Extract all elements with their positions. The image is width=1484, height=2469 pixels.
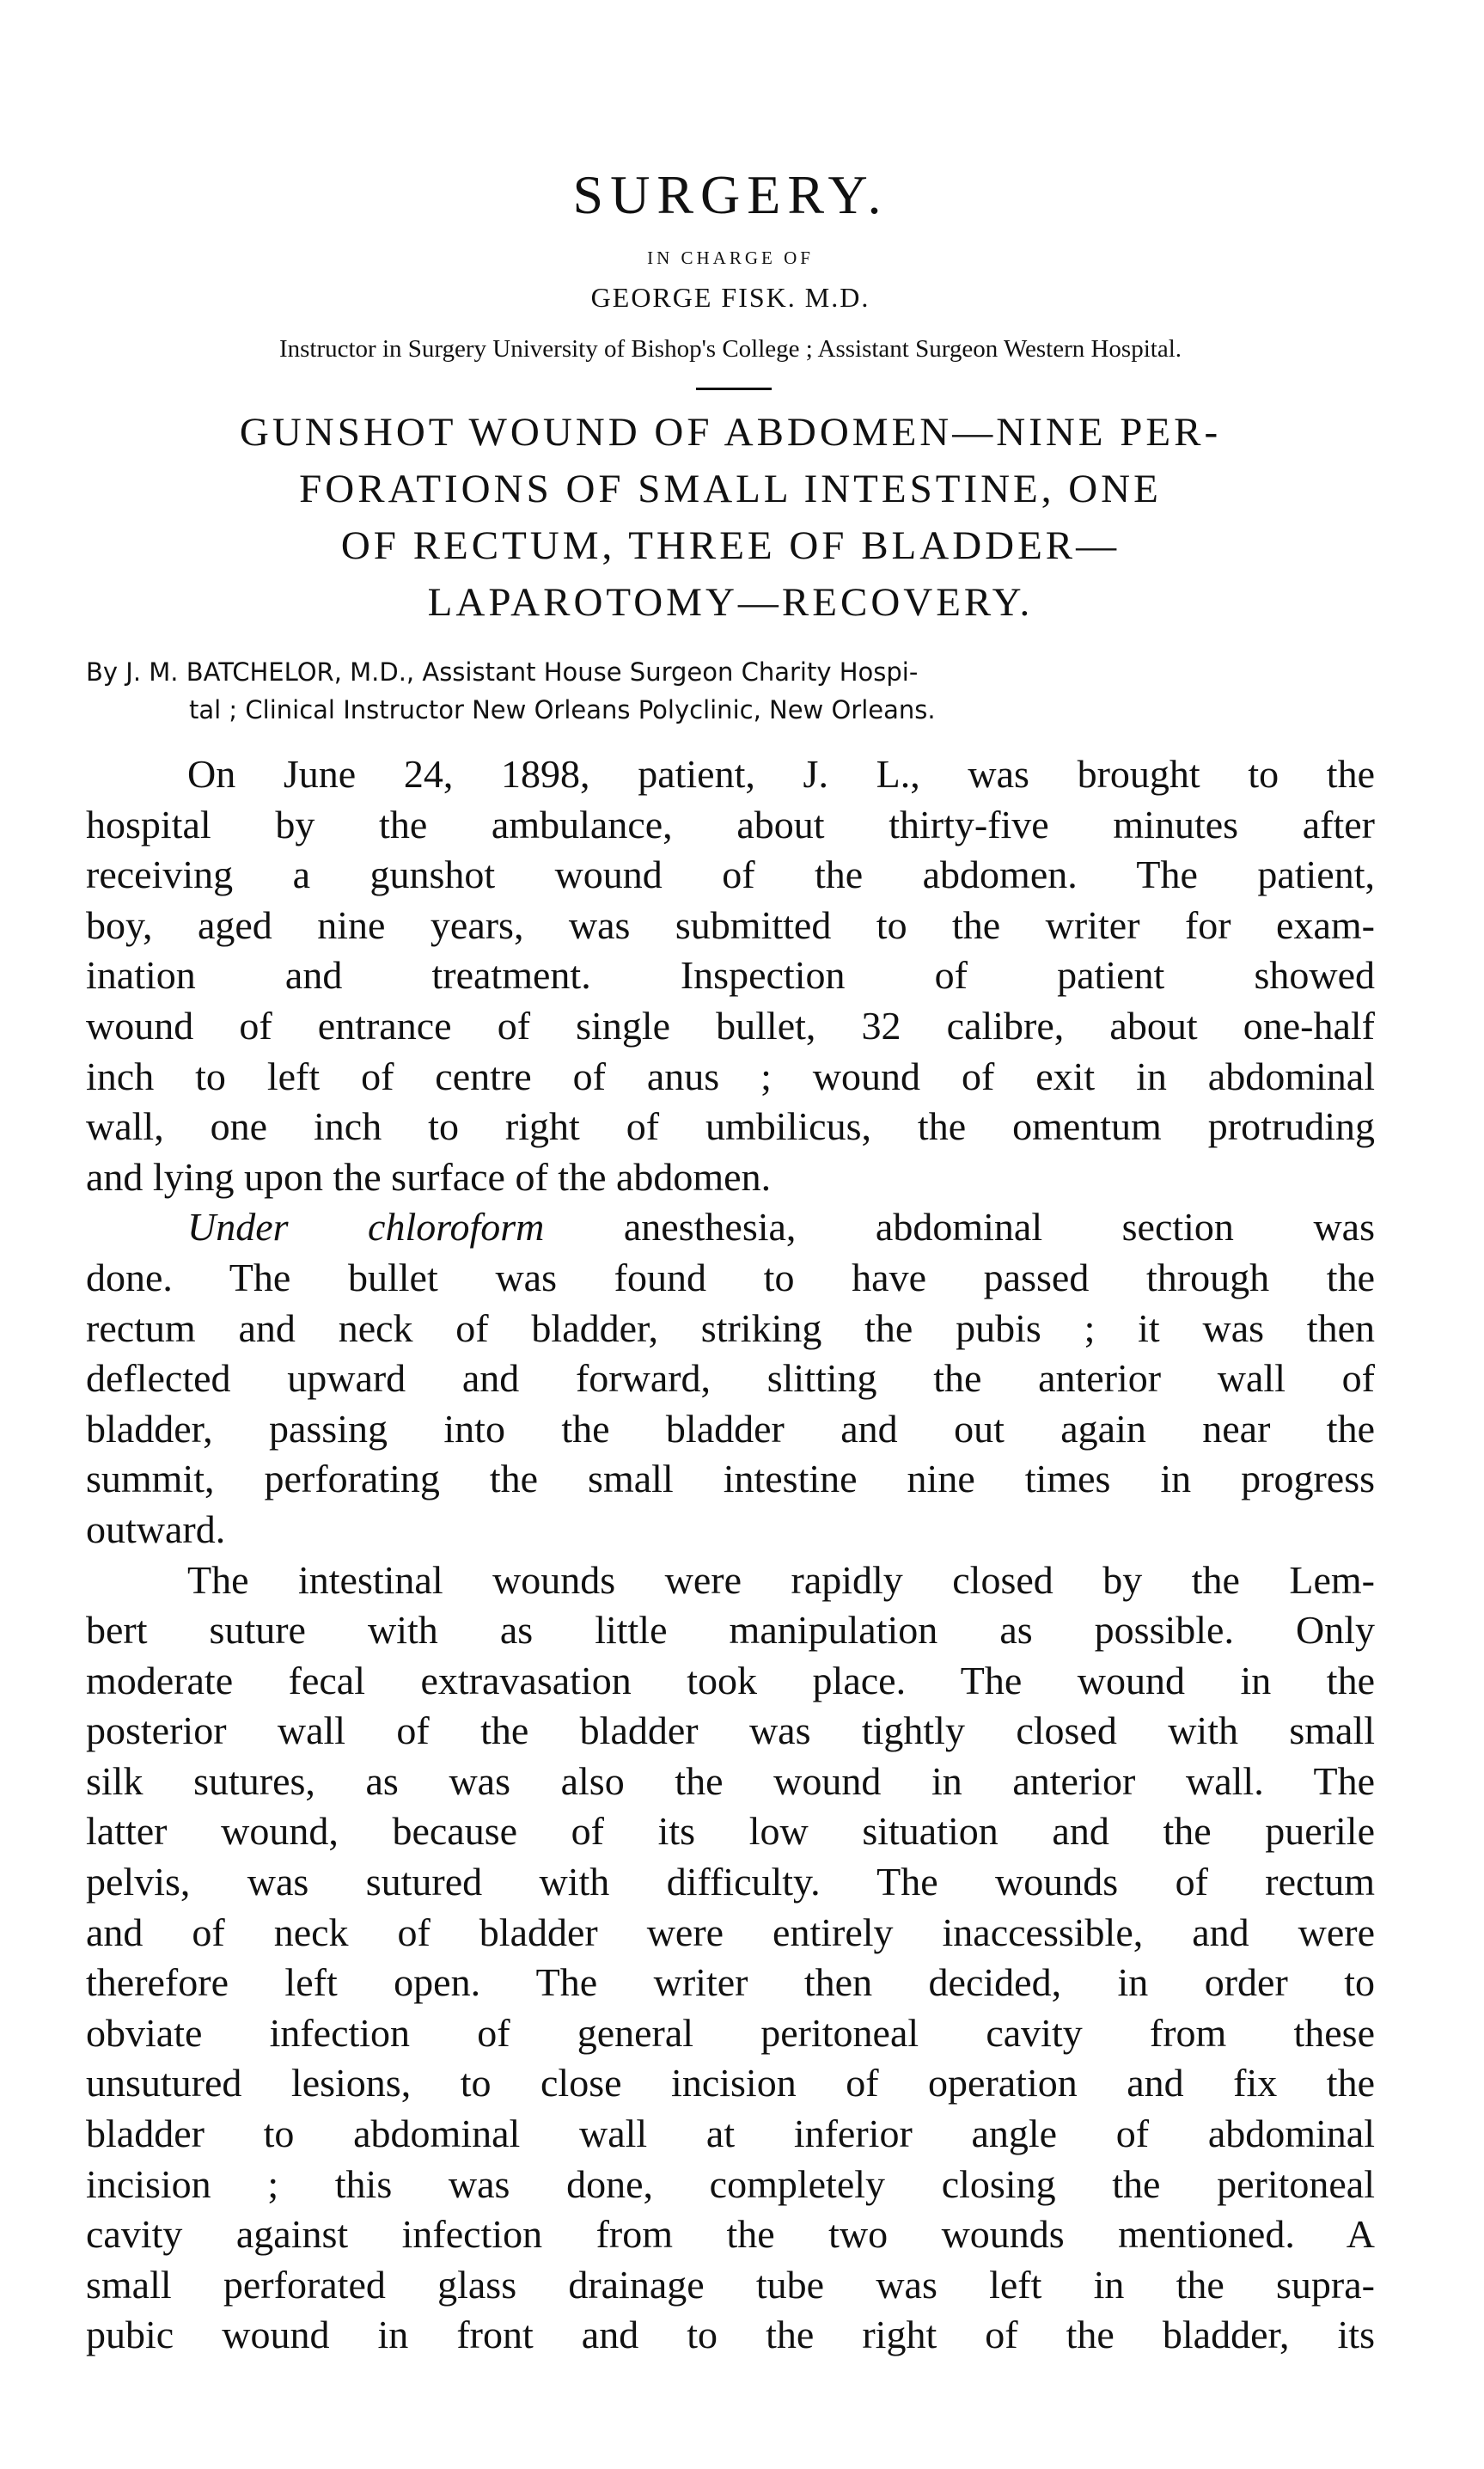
section-editor: GEORGE FISK. M.D. <box>590 282 870 313</box>
body-line: pelvis, was sutured with difficulty. The wounds of rectum <box>86 1860 1375 1904</box>
article-title-line: GUNSHOT WOUND OF ABDOMEN—NINE PER- <box>239 410 1222 455</box>
body-line: posterior wall of the bladder was tightly closed with small <box>86 1708 1375 1753</box>
body-line: hospital by the ambulance, about thirty-five minutes after <box>86 802 1375 846</box>
body-line: bert suture with as little manipulation as possible. Only <box>86 1608 1375 1653</box>
body-line: done. The bullet was found to have passed through the <box>86 1255 1375 1299</box>
article-title-line: OF RECTUM, THREE OF BLADDER— <box>340 523 1121 568</box>
byline-line: tal ; Clinical Instructor New Orleans Polyclinic, New Orleans. <box>189 695 936 724</box>
editor-affiliation: Instructor in Surgery University of Bishop's College ; Assistant Surgeon Western Hospital. <box>278 335 1182 363</box>
body-line: therefore left open. The writer then decided, in order to <box>86 1960 1375 2005</box>
body-line: deflected upward and forward, slitting the anterior wall of <box>86 1356 1375 1401</box>
body-line: rectum and neck of bladder, striking the pubis ; it was then <box>86 1305 1375 1350</box>
body-line: bladder to abdominal wall at inferior angle of abdominal <box>86 2111 1375 2156</box>
in-charge-label: IN CHARGE OF <box>647 248 814 268</box>
body-line: wall, one inch to right of umbilicus, the omentum protruding <box>86 1104 1375 1149</box>
body-line: On June 24, 1898, patient, J. L., was brought to the <box>187 752 1375 796</box>
body-line: moderate fecal extravasation took place. The wound in the <box>86 1658 1375 1702</box>
body-line: incision ; this was done, completely closing the peritoneal <box>86 2161 1375 2206</box>
article-title-line: LAPAROTOMY—RECOVERY. <box>427 580 1034 625</box>
article-byline <box>86 653 1375 729</box>
article-body <box>86 749 1375 2361</box>
byline-line: By J. M. BATCHELOR, M.D., Assistant House Surgeon Charity Hospi- <box>86 657 919 687</box>
body-line: ination and treatment. Inspection of patient showed <box>86 953 1375 998</box>
body-line: pubic wound in front and to the right of the bladder, its <box>86 2313 1375 2357</box>
body-line: latter wound, because of its low situation and the puerile <box>86 1809 1375 1854</box>
article-title <box>86 404 1375 631</box>
journal-page <box>86 0 1375 2469</box>
body-line: unsutured lesions, to close incision of operation and fix the <box>86 2061 1375 2105</box>
title-divider <box>696 388 772 390</box>
body-line: wound of entrance of single bullet, 32 calibre, about one-half <box>86 1003 1375 1048</box>
body-line: boy, aged nine years, was submitted to the writer for exam- <box>86 902 1375 947</box>
article-title-line: FORATIONS OF SMALL INTESTINE, ONE <box>299 467 1162 511</box>
body-line: outward. <box>86 1506 226 1551</box>
section-title: SURGERY. <box>572 164 889 225</box>
body-line: obviate infection of general peritoneal cavity from these <box>86 2010 1375 2055</box>
body-line: Under chloroform anesthesia, abdominal section was <box>187 1205 1375 1250</box>
body-line: cavity against infection from the two wounds mentioned. A <box>86 2212 1375 2257</box>
body-line: bladder, passing into the bladder and out again near the <box>86 1406 1375 1451</box>
body-line: receiving a gunshot wound of the abdomen. The patient, <box>86 853 1375 897</box>
body-line: and lying upon the surface of the abdomen. <box>86 1154 772 1199</box>
body-line: and of neck of bladder were entirely inaccessible, and were <box>86 1910 1375 1954</box>
body-line: inch to left of centre of anus ; wound of exit in abdominal <box>86 1054 1375 1098</box>
body-line: silk sutures, as was also the wound in anterior wall. The <box>86 1758 1375 1803</box>
body-line: small perforated glass drainage tube was left in the supra- <box>86 2262 1375 2307</box>
body-line: summit, perforating the small intestine nine times in progress <box>86 1457 1375 1501</box>
body-line: The intestinal wounds were rapidly closed by the Lem- <box>187 1557 1375 1602</box>
